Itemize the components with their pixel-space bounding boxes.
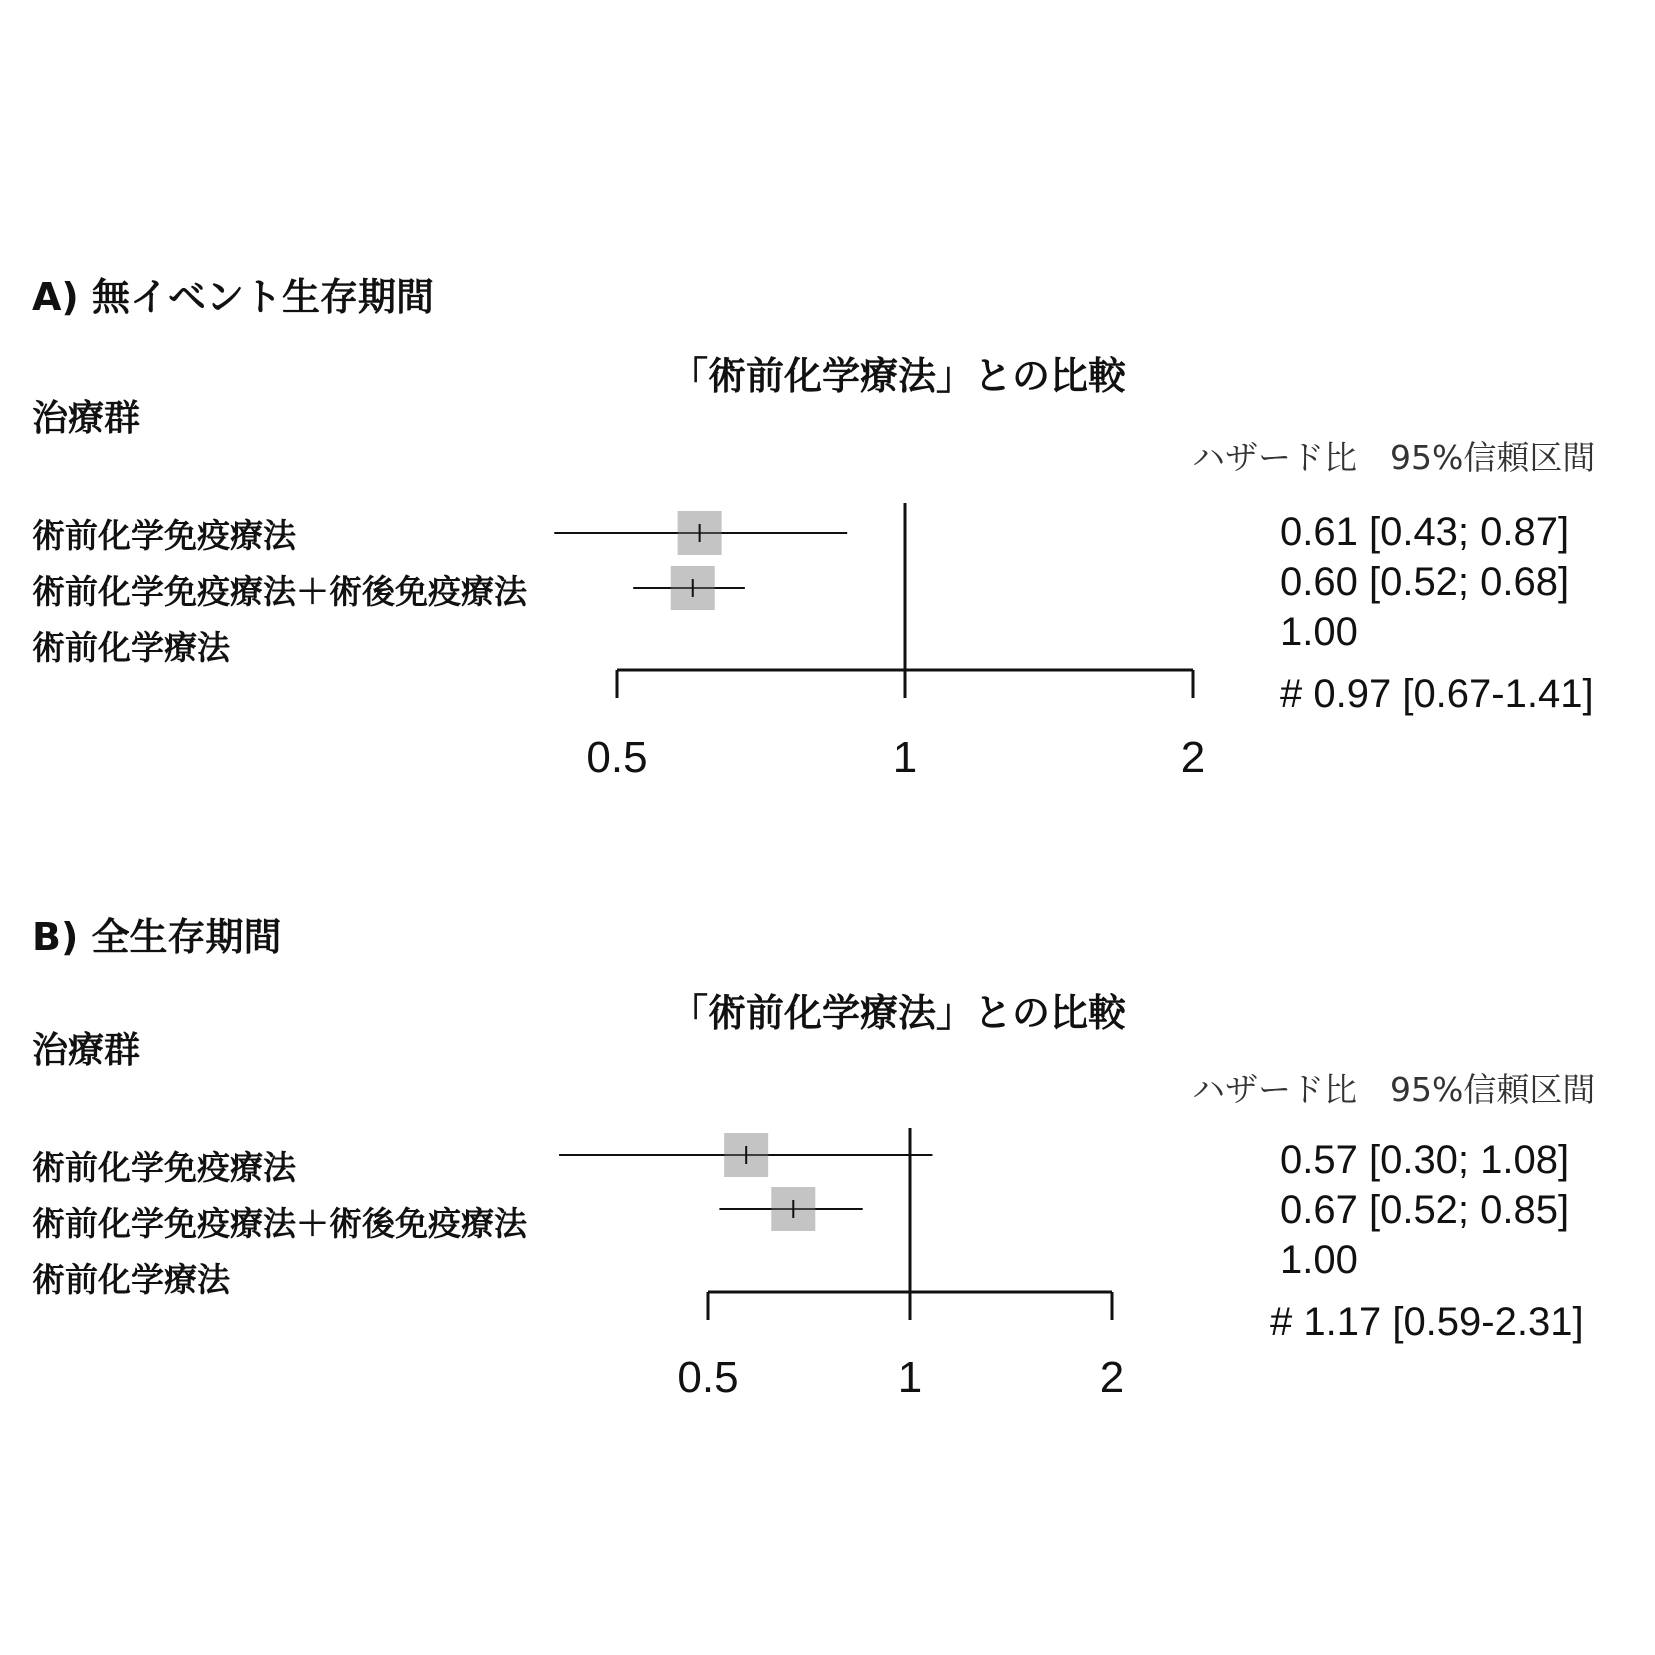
panel-b-group-header: 治療群 <box>32 1030 141 1071</box>
panel-a-row-value-3: 1.00 <box>1280 610 1358 654</box>
panel-b-row-value-1: 0.57 [0.30; 1.08] <box>1280 1138 1570 1182</box>
panel-b-row-value-3: 1.00 <box>1280 1238 1358 1282</box>
panel-a-row-value-2: 0.60 [0.52; 0.68] <box>1280 560 1570 604</box>
panel-a-chart-title: 「術前化学療法」との比較 <box>670 354 1127 398</box>
panel-b-x-tick-label-1: 0.5 <box>677 1353 739 1402</box>
panel-a-row-value-1: 0.61 [0.43; 0.87] <box>1280 510 1570 554</box>
panel-a-column-header: ハザード比 95%信頼区間 <box>1192 438 1596 477</box>
panel-b-chart-title: 「術前化学療法」との比較 <box>670 991 1127 1035</box>
panel-b-title: B) 全生存期間 <box>32 915 282 959</box>
panel-a-group-header: 治療群 <box>32 398 141 439</box>
panel-a-x-tick-label-2: 1 <box>892 733 918 782</box>
panel-b-row-label-3: 術前化学療法 <box>32 1260 230 1299</box>
panel-a-title: A) 無イベント生存期間 <box>32 275 435 319</box>
panel-a-x-tick-label-1: 0.5 <box>586 733 648 782</box>
panel-b-x-tick-label-2: 1 <box>897 1353 923 1402</box>
panel-b-x-tick-label-3: 2 <box>1099 1353 1125 1402</box>
panel-a-row-label-2: 術前化学免疫療法＋術後免疫療法 <box>32 572 527 611</box>
panel-a-row-label-3: 術前化学療法 <box>32 628 230 667</box>
panel-b-row-label-2: 術前化学免疫療法＋術後免疫療法 <box>32 1204 527 1243</box>
panel-a-row-label-1: 術前化学免疫療法 <box>32 516 296 555</box>
panel-b-row-label-1: 術前化学免疫療法 <box>32 1148 296 1187</box>
panel-b-footnote: # 1.17 [0.59-2.31] <box>1270 1300 1584 1344</box>
panel-a-footnote: # 0.97 [0.67-1.41] <box>1280 672 1594 716</box>
panel-a-x-tick-label-3: 2 <box>1180 733 1206 782</box>
panel-b-row-value-2: 0.67 [0.52; 0.85] <box>1280 1188 1570 1232</box>
panel-b-column-header: ハザード比 95%信頼区間 <box>1192 1070 1596 1109</box>
